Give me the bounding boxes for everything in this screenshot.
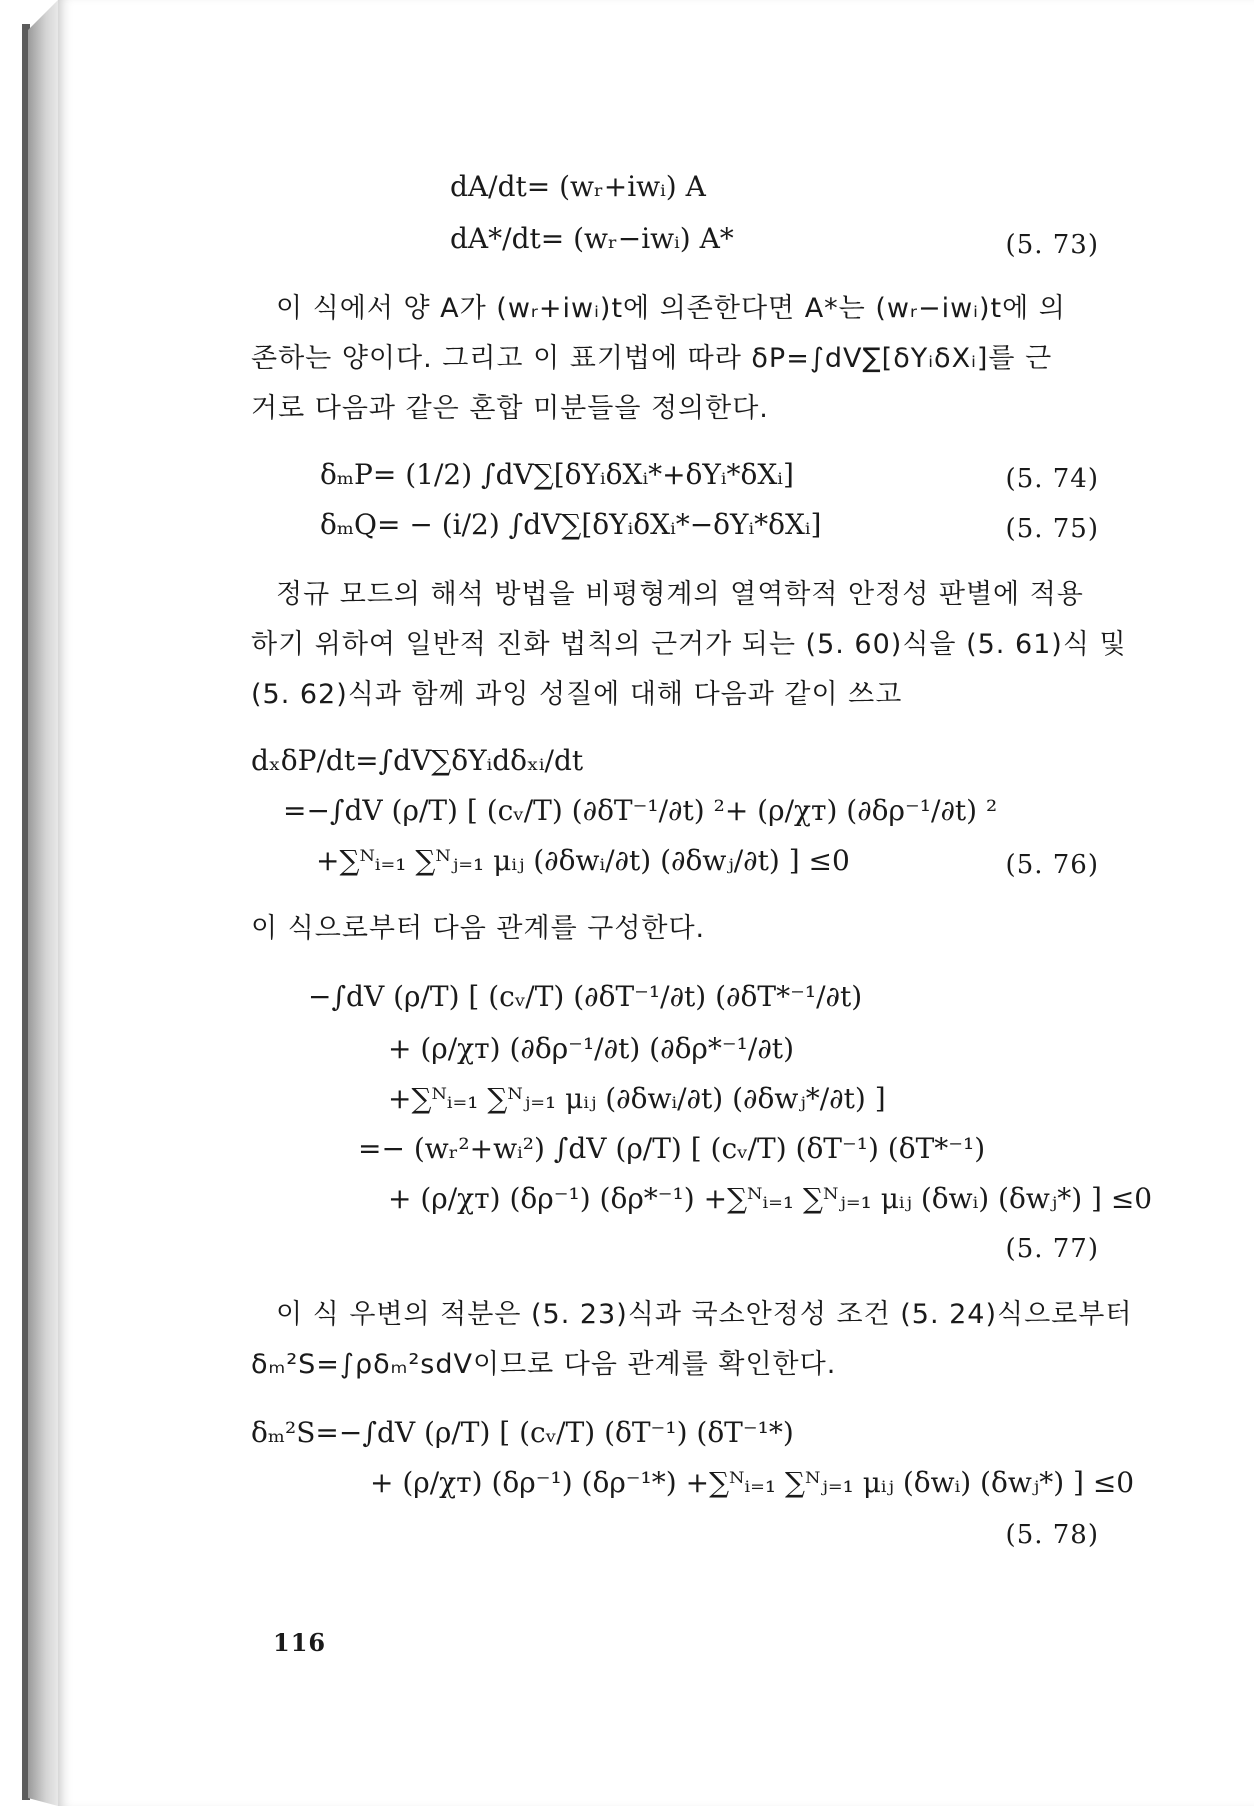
paragraph-1-line-2: 존하는 양이다. 그리고 이 표기법에 따라 δP=∫dV∑[δYᵢδXᵢ]를 근 bbox=[251, 343, 1053, 374]
equation-5-74: δₘP= (1/2) ∫dV∑[δYᵢδXᵢ*+δYᵢ*δXᵢ] bbox=[320, 458, 794, 491]
equation-5-77-line-1: −∫dV (ρ/T) [ (cᵥ/T) (∂δT⁻¹/∂t) (∂δT*⁻¹/∂t) bbox=[308, 980, 863, 1013]
paragraph-4-line-2: δₘ²S=∫ρδₘ²sdV이므로 다음 관계를 확인한다. bbox=[251, 1349, 837, 1380]
equation-5-76-line-3: +∑ᴺᵢ₌₁ ∑ᴺⱼ₌₁ μᵢⱼ (∂δwᵢ/∂t) (∂δwⱼ/∂t) ] ≤0 bbox=[316, 844, 850, 877]
equation-5-78-line-2: + (ρ/χᴛ) (δρ⁻¹) (δρ⁻¹*) +∑ᴺᵢ₌₁ ∑ᴺⱼ₌₁ μᵢⱼ (δwᵢ) (δwⱼ*) ] ≤0 bbox=[370, 1466, 1135, 1499]
paragraph-4-line-1: 이 식 우변의 적분은 (5. 23)식과 국소안정성 조건 (5. 24)식으로부터 bbox=[276, 1299, 1133, 1330]
equation-number-5-75: (5. 75) bbox=[1005, 514, 1099, 544]
book-page-edge bbox=[28, 0, 58, 1806]
equation-5-77-line-2: + (ρ/χᴛ) (∂δρ⁻¹/∂t) (∂δρ*⁻¹/∂t) bbox=[388, 1032, 794, 1065]
equation-number-5-78: (5. 78) bbox=[1005, 1520, 1099, 1550]
equation-5-77-line-3: +∑ᴺᵢ₌₁ ∑ᴺⱼ₌₁ μᵢⱼ (∂δwᵢ/∂t) (∂δwⱼ*/∂t) ] bbox=[388, 1082, 886, 1115]
equation-5-76-line-1: dₓδP/dt=∫dV∑δYᵢdδₓᵢ/dt bbox=[251, 744, 584, 777]
page-number: 116 bbox=[273, 1628, 327, 1657]
equation-5-75: δₘQ= − (i/2) ∫dV∑[δYᵢδXᵢ*−δYᵢ*δXᵢ] bbox=[320, 508, 822, 541]
equation-number-5-77: (5. 77) bbox=[1005, 1234, 1099, 1264]
equation-5-77-line-4: =− (wᵣ²+wᵢ²) ∫dV (ρ/T) [ (cᵥ/T) (δT⁻¹) (δT*⁻¹) bbox=[358, 1132, 986, 1165]
equation-5-73-line-1: dA/dt= (wᵣ+iwᵢ) A bbox=[450, 170, 706, 203]
paragraph-2-line-1: 정규 모드의 해석 방법을 비평형계의 열역학적 안정성 판별에 적용 bbox=[276, 579, 1084, 610]
equation-5-76-line-2: =−∫dV (ρ/T) [ (cᵥ/T) (∂δT⁻¹/∂t) ²+ (ρ/χᴛ) (∂δρ⁻¹/∂t) ² bbox=[283, 794, 998, 827]
paragraph-1-line-3: 거로 다음과 같은 혼합 미분들을 정의한다. bbox=[251, 393, 769, 424]
equation-number-5-76: (5. 76) bbox=[1005, 850, 1099, 880]
equation-5-78-line-1: δₘ²S=−∫dV (ρ/T) [ (cᵥ/T) (δT⁻¹) (δT⁻¹*) bbox=[251, 1416, 794, 1449]
paragraph-3-line-1: 이 식으로부터 다음 관계를 구성한다. bbox=[251, 913, 706, 944]
equation-number-5-74: (5. 74) bbox=[1005, 464, 1099, 494]
equation-5-73-line-2: dA*/dt= (wᵣ−iwᵢ) A* bbox=[450, 222, 734, 255]
paragraph-2-line-3: (5. 62)식과 함께 과잉 성질에 대해 다음과 같이 쓰고 bbox=[251, 679, 903, 710]
equation-number-5-73: (5. 73) bbox=[1005, 230, 1099, 260]
book-page bbox=[58, 0, 1254, 1806]
equation-5-77-line-5: + (ρ/χᴛ) (δρ⁻¹) (δρ*⁻¹) +∑ᴺᵢ₌₁ ∑ᴺⱼ₌₁ μᵢⱼ (δwᵢ) (δwⱼ*) ] ≤0 bbox=[388, 1182, 1153, 1215]
paragraph-2-line-2: 하기 위하여 일반적 진화 법칙의 근거가 되는 (5. 60)식을 (5. 61)식 및 bbox=[251, 629, 1127, 660]
paragraph-1-line-1: 이 식에서 양 A가 (wᵣ+iwᵢ)t에 의존한다면 A*는 (wᵣ−iwᵢ)t에 의 bbox=[276, 293, 1066, 324]
